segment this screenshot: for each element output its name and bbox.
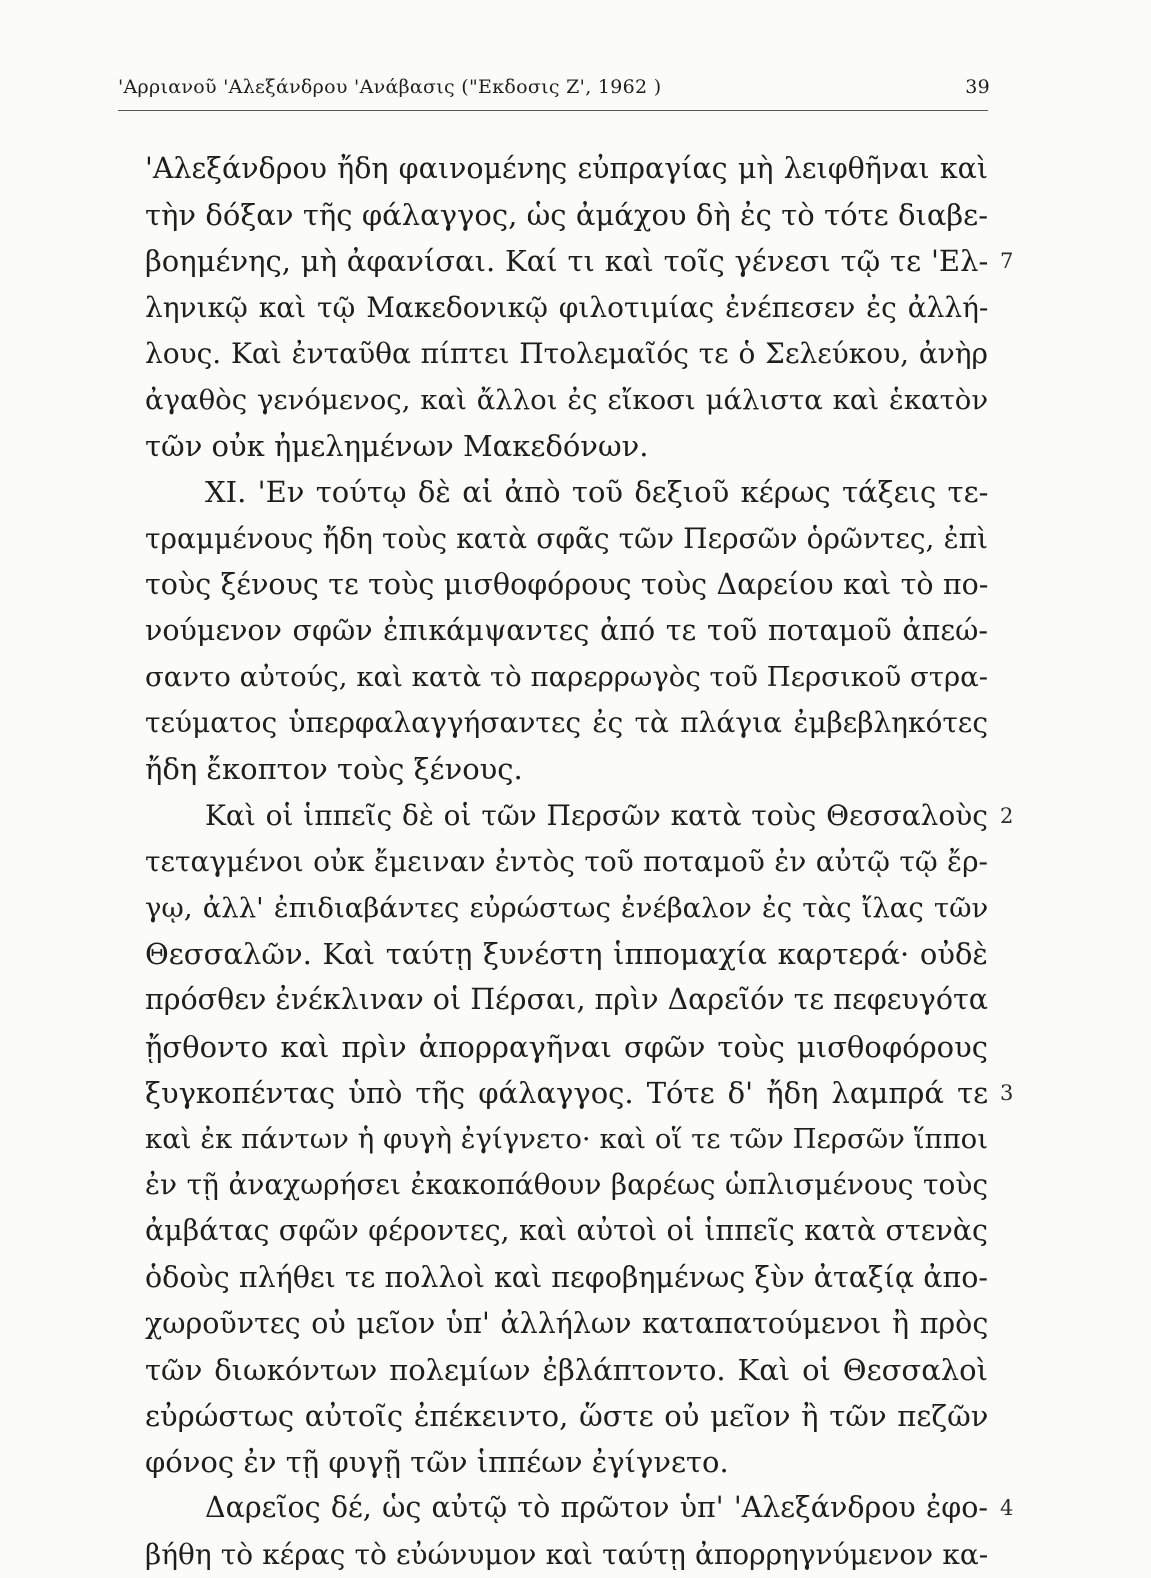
text-line: λους. Καὶ ἐνταῦθα πίπτει Πτολεμαῖός τε ὁ Σελεύκου, ἀνὴρ [145,336,988,370]
text-line: ἐν τῇ ἀναχωρήσει ἐκακοπάθουν βαρέως ὡπλισμένους τοὺς [145,1168,989,1202]
text-line: βοημένης, μὴ ἀφανίσαι. Καί τι καὶ τοῖς γένεσι τῷ τε 'Ελ- 7 [145,238,988,284]
text-line: γῳ, ἀλλ' ἐπιδιαβάντες εὐρώστως ἐνέβαλον ἐς τὰς ἴλας τῶν [145,892,989,924]
text-line: XI. 'Εν τούτῳ δὲ αἱ ἀπὸ τοῦ δεξιοῦ κέρως τάξεις τε- [205,475,989,510]
text-line: ᾔσθοντο καὶ πρὶν ἀπορραγῆναι σφῶν τοὺς μισθοφόρους [145,1029,988,1064]
text-line: εὐρώστως αὐτοῖς ἐπέκειντο, ὥστε οὐ μεῖον ἢ τῶν πεζῶν [145,1399,989,1434]
text-line: ξυγκοπέντας ὑπὸ τῆς φάλαγγος. Τότε δ' ἤδη λαμπρά τε 3 [145,1070,988,1116]
text-line: τὴν δόξαν τῆς φάλαγγος, ὡς ἀμάχου δὴ ἐς τὸ τότε διαβε- [145,198,988,233]
page-number: 39 [965,76,990,98]
text-line: Καὶ οἱ ἱππεῖς δὲ οἱ τῶν Περσῶν κατὰ τοὺς Θεσσαλοὺς 2 [145,793,988,839]
text-line: τῶν διωκόντων πολεμίων ἐβλάπτοντο. Καὶ οἱ Θεσσαλοὶ [145,1352,988,1387]
text-line: 'Αλεξάνδρου ἤδη φαινομένης εὐπραγίας μὴ λειφθῆναι καὶ [145,152,989,185]
text-line: βήθη τὸ κέρας τὸ εὐώνυμον καὶ ταύτῃ ἀπορρηγνύμενον κα- [145,1537,989,1571]
text-line: Θεσσαλῶν. Καὶ ταύτῃ ξυνέστη ἱππομαχία καρτερά· οὐδὲ [145,937,988,972]
text-line: φόνος ἐν τῇ φυγῇ τῶν ἱππέων ἐγίγνετο. [145,1445,729,1480]
text-line: ληνικῷ καὶ τῷ Μακεδονικῷ φιλοτιμίας ἐνέπεσεν ἐς ἀλλή- [145,290,989,324]
text-line: ὁδοὺς πλήθει τε πολλοὶ καὶ πεφοβημένως ξὺν ἀταξίᾳ ἀπο- [145,1260,988,1294]
text-line: τεταγμένοι οὐκ ἔμειναν ἐντὸς τοῦ ποταμοῦ ἐν αὐτῷ τῷ ἔρ- [145,844,988,878]
body-text [145,146,1014,1578]
margin-number: 2 [1000,803,1014,828]
text-line: Δαρεῖος δέ, ὡς αὐτῷ τὸ πρῶτον ὑπ' 'Αλεξάνδρου ἐφο- 4 [145,1485,988,1531]
header-rule [118,110,988,111]
text-line: νούμενον σφῶν ἐπικάμψαντες ἀπό τε τοῦ ποταμοῦ ἀπεώ- [145,613,988,647]
text-line: σαντο αὐτούς, καὶ κατὰ τὸ παρερρωγὸς τοῦ Περσικοῦ στρα- [145,661,988,694]
running-title: 'Αρριανοῦ 'Αλεξάνδρου 'Ανάβασις ("Εκδοσις Ζ', 1962 ) [118,76,662,98]
text-line: χωροῦντες οὐ μεῖον ὑπ' ἀλλήλων καταπατούμενοι ἢ πρὸς [145,1306,989,1340]
text-line: τραμμένους ἤδη τοὺς κατὰ σφᾶς τῶν Περσῶν ὁρῶντες, ἐπὶ [145,521,988,555]
text-line: πρόσθεν ἐνέκλιναν οἱ Πέρσαι, πρὶν Δαρεῖόν τε πεφευγότα [145,983,989,1017]
margin-number: 4 [1000,1496,1014,1521]
text-line: ἀμβάτας σφῶν φέροντες, καὶ αὐτοὶ οἱ ἱππεῖς κατὰ στενὰς [145,1214,988,1248]
text-line: τεύματος ὑπερφαλαγγήσαντες ἐς τὰ πλάγια ἐμβεβληκότες [145,706,988,740]
text-line: τοὺς ξένους τε τοὺς μισθοφόρους τοὺς Δαρείου καὶ τὸ πο- [145,567,989,601]
text-line: τῶν οὐκ ἠμελημένων Μακεδόνων. [145,429,649,464]
text-line: ἀγαθὸς γενόμενος, καὶ ἄλλοι ἐς εἴκοσι μάλιστα καὶ ἑκατὸν [145,383,989,416]
text-line: ἤδη ἔκοπτον τοὺς ξένους. [145,752,523,787]
margin-number: 7 [1000,249,1014,274]
margin-number: 3 [1000,1080,1014,1105]
running-header [118,76,990,104]
text-line: καὶ ἐκ πάντων ἡ φυγὴ ἐγίγνετο· καὶ οἵ τε τῶν Περσῶν ἵπποι [145,1122,988,1155]
